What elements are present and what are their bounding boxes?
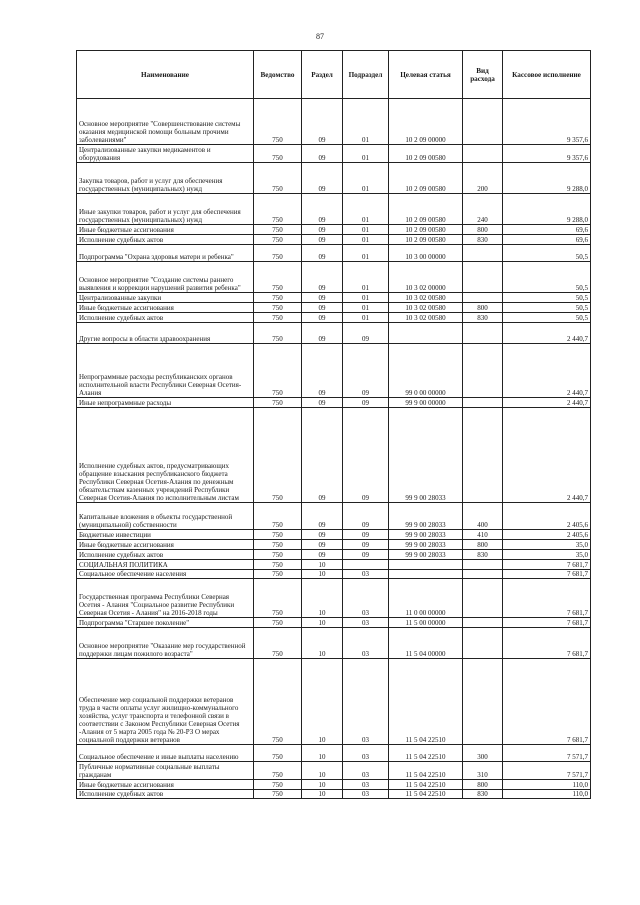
- row-expense-type: 300: [463, 744, 503, 762]
- row-section: 09: [302, 502, 343, 529]
- row-target-article: 11 5 04 22510: [389, 779, 463, 789]
- row-department: 750: [254, 579, 302, 618]
- row-name: Исполнение судебных актов: [77, 789, 254, 799]
- header-subsection: Подраздел: [343, 51, 389, 99]
- row-target-article: 10 2 09 00580: [389, 145, 463, 163]
- row-target-article: [389, 569, 463, 579]
- row-subsection: 03: [343, 762, 389, 780]
- row-cash-execution: 2 440,7: [503, 323, 591, 344]
- row-section: 10: [302, 762, 343, 780]
- row-section: 09: [302, 99, 343, 145]
- table-row: [77, 559, 591, 569]
- row-expense-type: [463, 559, 503, 569]
- table-row: [77, 659, 591, 745]
- table-row: [77, 344, 591, 398]
- row-subsection: 09: [343, 398, 389, 408]
- row-cash-execution: 35,0: [503, 549, 591, 559]
- row-department: 750: [254, 224, 302, 234]
- row-cash-execution: 2 440,7: [503, 398, 591, 408]
- row-target-article: 10 2 09 00580: [389, 193, 463, 224]
- table-row: [77, 224, 591, 234]
- row-section: 10: [302, 579, 343, 618]
- row-department: 750: [254, 627, 302, 658]
- row-cash-execution: 110,0: [503, 789, 591, 799]
- row-target-article: 10 2 09 00580: [389, 234, 463, 244]
- row-cash-execution: 7 681,7: [503, 627, 591, 658]
- table-row: [77, 145, 591, 163]
- row-subsection: 03: [343, 618, 389, 628]
- table-row: [77, 398, 591, 408]
- row-name: Исполнение судебных актов, предусматривающих обращение взыскания республиканского бюджета Республики Северная Осетия-Алания по денежным обязательствам казенных учреждений Республики Северная Осетия-Алания по исполнительным листам: [77, 408, 254, 503]
- row-section: 09: [302, 303, 343, 313]
- row-section: 09: [302, 224, 343, 234]
- row-target-article: 10 2 09 00580: [389, 162, 463, 193]
- row-name: Исполнение судебных актов: [77, 234, 254, 244]
- row-department: 750: [254, 323, 302, 344]
- row-target-article: 11 5 04 22510: [389, 789, 463, 799]
- table-row: [77, 579, 591, 618]
- row-section: 09: [302, 408, 343, 503]
- row-expense-type: 200: [463, 162, 503, 193]
- row-expense-type: 240: [463, 193, 503, 224]
- row-expense-type: [463, 579, 503, 618]
- row-section: 10: [302, 744, 343, 762]
- row-section: 10: [302, 569, 343, 579]
- row-section: 09: [302, 162, 343, 193]
- row-name: Социальное обеспечение и иные выплаты населению: [77, 744, 254, 762]
- row-cash-execution: 2 440,7: [503, 408, 591, 503]
- row-department: 750: [254, 193, 302, 224]
- row-department: 750: [254, 234, 302, 244]
- row-name: Основное мероприятие "Оказание мер государственной поддержки лицам пожилого возраста": [77, 627, 254, 658]
- row-subsection: 03: [343, 744, 389, 762]
- row-subsection: 09: [343, 549, 389, 559]
- row-target-article: 99 9 00 28033: [389, 530, 463, 540]
- row-name: Иные непрограммные расходы: [77, 398, 254, 408]
- row-department: 750: [254, 762, 302, 780]
- row-target-article: 99 9 00 28033: [389, 408, 463, 503]
- table-row: [77, 408, 591, 503]
- row-subsection: 03: [343, 569, 389, 579]
- row-section: 10: [302, 779, 343, 789]
- row-section: 09: [302, 344, 343, 398]
- table-header-row: [77, 51, 591, 99]
- row-section: 09: [302, 293, 343, 303]
- row-name: Бюджетные инвестиции: [77, 530, 254, 540]
- table-row: [77, 313, 591, 323]
- table-row: [77, 234, 591, 244]
- row-section: 10: [302, 618, 343, 628]
- row-name: Подпрограмма "Охрана здоровья матери и ребенка": [77, 244, 254, 262]
- row-expense-type: 310: [463, 762, 503, 780]
- row-cash-execution: 7 571,7: [503, 762, 591, 780]
- row-cash-execution: 9 288,0: [503, 162, 591, 193]
- row-department: 750: [254, 559, 302, 569]
- row-cash-execution: 69,6: [503, 224, 591, 234]
- row-department: 750: [254, 502, 302, 529]
- row-target-article: 11 0 00 00000: [389, 579, 463, 618]
- row-target-article: 99 9 00 28033: [389, 549, 463, 559]
- row-cash-execution: 7 681,7: [503, 569, 591, 579]
- row-department: 750: [254, 344, 302, 398]
- row-name: Подпрограмма "Старшее поколение": [77, 618, 254, 628]
- row-cash-execution: 7 681,7: [503, 618, 591, 628]
- row-target-article: 10 3 02 00580: [389, 293, 463, 303]
- row-subsection: 01: [343, 224, 389, 234]
- row-cash-execution: 2 405,6: [503, 530, 591, 540]
- row-name: Государственная программа Республики Северная Осетия - Алания "Социальное развитие Республики Северная Осетия - Алания" на 2016-2018 годы: [77, 579, 254, 618]
- header-department: Ведомство: [254, 51, 302, 99]
- table-row: [77, 303, 591, 313]
- row-cash-execution: 50,5: [503, 262, 591, 293]
- row-cash-execution: 50,5: [503, 293, 591, 303]
- row-subsection: 03: [343, 627, 389, 658]
- row-section: 09: [302, 193, 343, 224]
- row-section: 09: [302, 530, 343, 540]
- table-row: [77, 502, 591, 529]
- row-subsection: 03: [343, 659, 389, 745]
- row-department: 750: [254, 313, 302, 323]
- row-department: 750: [254, 659, 302, 745]
- row-department: 750: [254, 744, 302, 762]
- row-subsection: 01: [343, 145, 389, 163]
- row-target-article: 99 9 00 00000: [389, 398, 463, 408]
- row-expense-type: 800: [463, 539, 503, 549]
- row-name: Закупка товаров, работ и услуг для обеспечения государственных (муниципальных) нужд: [77, 162, 254, 193]
- row-target-article: 10 3 02 00580: [389, 313, 463, 323]
- table-row: [77, 323, 591, 344]
- row-target-article: 11 5 04 22510: [389, 744, 463, 762]
- row-name: Иные бюджетные ассигнования: [77, 779, 254, 789]
- row-department: 750: [254, 99, 302, 145]
- table-row: [77, 627, 591, 658]
- row-expense-type: [463, 398, 503, 408]
- row-expense-type: [463, 408, 503, 503]
- row-target-article: 99 0 00 00000: [389, 344, 463, 398]
- row-name: СОЦИАЛЬНАЯ ПОЛИТИКА: [77, 559, 254, 569]
- table-row: [77, 569, 591, 579]
- table-row: [77, 618, 591, 628]
- row-subsection: 01: [343, 99, 389, 145]
- row-target-article: 99 9 00 28033: [389, 502, 463, 529]
- table-row: [77, 762, 591, 780]
- row-expense-type: [463, 323, 503, 344]
- budget-table: [76, 50, 591, 799]
- row-section: 09: [302, 262, 343, 293]
- table-row: [77, 744, 591, 762]
- header-expense-type: Вид расхода: [463, 51, 503, 99]
- row-cash-execution: 50,5: [503, 244, 591, 262]
- row-section: 09: [302, 145, 343, 163]
- row-name: Другие вопросы в области здравоохранения: [77, 323, 254, 344]
- row-section: 09: [302, 313, 343, 323]
- row-cash-execution: 9 288,0: [503, 193, 591, 224]
- table-row: [77, 789, 591, 799]
- row-subsection: 09: [343, 530, 389, 540]
- row-department: 750: [254, 530, 302, 540]
- row-name: Иные закупки товаров, работ и услуг для обеспечения государственных (муниципальных) нужд: [77, 193, 254, 224]
- row-department: 750: [254, 303, 302, 313]
- row-department: 750: [254, 618, 302, 628]
- row-section: 09: [302, 398, 343, 408]
- row-target-article: 10 3 00 00000: [389, 244, 463, 262]
- row-expense-type: 800: [463, 303, 503, 313]
- row-department: 750: [254, 244, 302, 262]
- table-row: [77, 262, 591, 293]
- table-row: [77, 293, 591, 303]
- table-row: [77, 99, 591, 145]
- row-target-article: 10 3 02 00000: [389, 262, 463, 293]
- table-row: [77, 244, 591, 262]
- row-name: Основное мероприятие "Совершенствование системы оказания медицинской помощи больным прочими заболеваниями": [77, 99, 254, 145]
- row-target-article: [389, 323, 463, 344]
- row-target-article: 10 2 09 00000: [389, 99, 463, 145]
- row-section: 09: [302, 234, 343, 244]
- row-expense-type: [463, 659, 503, 745]
- row-section: 09: [302, 549, 343, 559]
- row-target-article: 10 2 09 00580: [389, 224, 463, 234]
- row-expense-type: 400: [463, 502, 503, 529]
- row-expense-type: 830: [463, 789, 503, 799]
- row-subsection: 01: [343, 244, 389, 262]
- row-expense-type: [463, 627, 503, 658]
- table-body: [77, 99, 591, 799]
- row-department: 750: [254, 549, 302, 559]
- row-target-article: 99 9 00 28033: [389, 539, 463, 549]
- row-cash-execution: 9 357,6: [503, 145, 591, 163]
- row-cash-execution: 7 681,7: [503, 559, 591, 569]
- row-name: Социальное обеспечение населения: [77, 569, 254, 579]
- row-name: Исполнение судебных актов: [77, 549, 254, 559]
- row-subsection: 09: [343, 408, 389, 503]
- row-cash-execution: 69,6: [503, 234, 591, 244]
- row-name: Иные бюджетные ассигнования: [77, 303, 254, 313]
- row-name: Основное мероприятие "Создание системы раннего выявления и коррекции нарушений развития ребенка": [77, 262, 254, 293]
- row-section: 10: [302, 659, 343, 745]
- table-row: [77, 193, 591, 224]
- row-section: 09: [302, 244, 343, 262]
- row-subsection: 01: [343, 313, 389, 323]
- header-section: Раздел: [302, 51, 343, 99]
- row-subsection: 03: [343, 789, 389, 799]
- row-department: 750: [254, 293, 302, 303]
- row-section: 10: [302, 559, 343, 569]
- row-subsection: 01: [343, 193, 389, 224]
- row-target-article: 11 5 04 00000: [389, 627, 463, 658]
- table-row: [77, 779, 591, 789]
- row-cash-execution: 110,0: [503, 779, 591, 789]
- row-department: 750: [254, 408, 302, 503]
- row-name: Капитальные вложения в объекты государственной (муниципальной) собственности: [77, 502, 254, 529]
- row-subsection: 01: [343, 234, 389, 244]
- row-name: Публичные нормативные социальные выплаты гражданам: [77, 762, 254, 780]
- row-subsection: 01: [343, 293, 389, 303]
- row-cash-execution: 2 405,6: [503, 502, 591, 529]
- row-department: 750: [254, 539, 302, 549]
- row-department: 750: [254, 162, 302, 193]
- table-row: [77, 549, 591, 559]
- row-expense-type: 800: [463, 779, 503, 789]
- row-subsection: 01: [343, 262, 389, 293]
- row-section: 09: [302, 539, 343, 549]
- row-name: Непрограммные расходы республиканских органов исполнительной власти Республики Северная Осетия-Алания: [77, 344, 254, 398]
- row-subsection: 03: [343, 579, 389, 618]
- header-name: Наименование: [77, 51, 254, 99]
- row-expense-type: [463, 244, 503, 262]
- header-cash-execution: Кассовое исполнение: [503, 51, 591, 99]
- row-cash-execution: 7 571,7: [503, 744, 591, 762]
- row-name: Иные бюджетные ассигнования: [77, 224, 254, 234]
- row-expense-type: [463, 99, 503, 145]
- row-section: 10: [302, 789, 343, 799]
- table-row: [77, 539, 591, 549]
- row-department: 750: [254, 398, 302, 408]
- row-subsection: 09: [343, 323, 389, 344]
- row-expense-type: [463, 618, 503, 628]
- row-target-article: 11 5 04 22510: [389, 659, 463, 745]
- row-subsection: 09: [343, 344, 389, 398]
- row-department: 750: [254, 779, 302, 789]
- row-target-article: 11 5 00 00000: [389, 618, 463, 628]
- row-section: 10: [302, 627, 343, 658]
- row-cash-execution: 9 357,6: [503, 99, 591, 145]
- row-target-article: 10 3 02 00580: [389, 303, 463, 313]
- row-department: 750: [254, 262, 302, 293]
- row-section: 09: [302, 323, 343, 344]
- row-cash-execution: 50,5: [503, 303, 591, 313]
- row-expense-type: 410: [463, 530, 503, 540]
- row-expense-type: 830: [463, 549, 503, 559]
- row-cash-execution: 7 681,7: [503, 659, 591, 745]
- row-target-article: [389, 559, 463, 569]
- row-cash-execution: 35,0: [503, 539, 591, 549]
- row-name: Исполнение судебных актов: [77, 313, 254, 323]
- row-expense-type: [463, 293, 503, 303]
- row-expense-type: 830: [463, 234, 503, 244]
- row-target-article: 11 5 04 22510: [389, 762, 463, 780]
- row-department: 750: [254, 569, 302, 579]
- row-name: Централизованные закупки медикаментов и оборудования: [77, 145, 254, 163]
- row-expense-type: [463, 569, 503, 579]
- row-subsection: 09: [343, 502, 389, 529]
- row-expense-type: [463, 262, 503, 293]
- row-department: 750: [254, 789, 302, 799]
- row-expense-type: [463, 344, 503, 398]
- row-department: 750: [254, 145, 302, 163]
- row-subsection: 09: [343, 539, 389, 549]
- header-target-article: Целевая статья: [389, 51, 463, 99]
- row-name: Централизованные закупки: [77, 293, 254, 303]
- row-name: Иные бюджетные ассигнования: [77, 539, 254, 549]
- page-number: 87: [316, 32, 324, 41]
- row-name: Обеспечение мер социальной поддержки ветеранов труда в части оплаты услуг жилищно-коммунального хозяйства, услуг транспорта и телефонной связи в соответствии с Законом Республики Северная Осетия -Алания от 5 марта 2005 года № 20-РЗ О мерах социальной поддержки ветеранов: [77, 659, 254, 745]
- row-expense-type: [463, 145, 503, 163]
- row-subsection: 01: [343, 303, 389, 313]
- table-row: [77, 162, 591, 193]
- row-expense-type: 800: [463, 224, 503, 234]
- row-subsection: [343, 559, 389, 569]
- row-cash-execution: 7 681,7: [503, 579, 591, 618]
- row-subsection: 03: [343, 779, 389, 789]
- table-row: [77, 530, 591, 540]
- row-cash-execution: 50,5: [503, 313, 591, 323]
- row-cash-execution: 2 440,7: [503, 344, 591, 398]
- row-expense-type: 830: [463, 313, 503, 323]
- row-subsection: 01: [343, 162, 389, 193]
